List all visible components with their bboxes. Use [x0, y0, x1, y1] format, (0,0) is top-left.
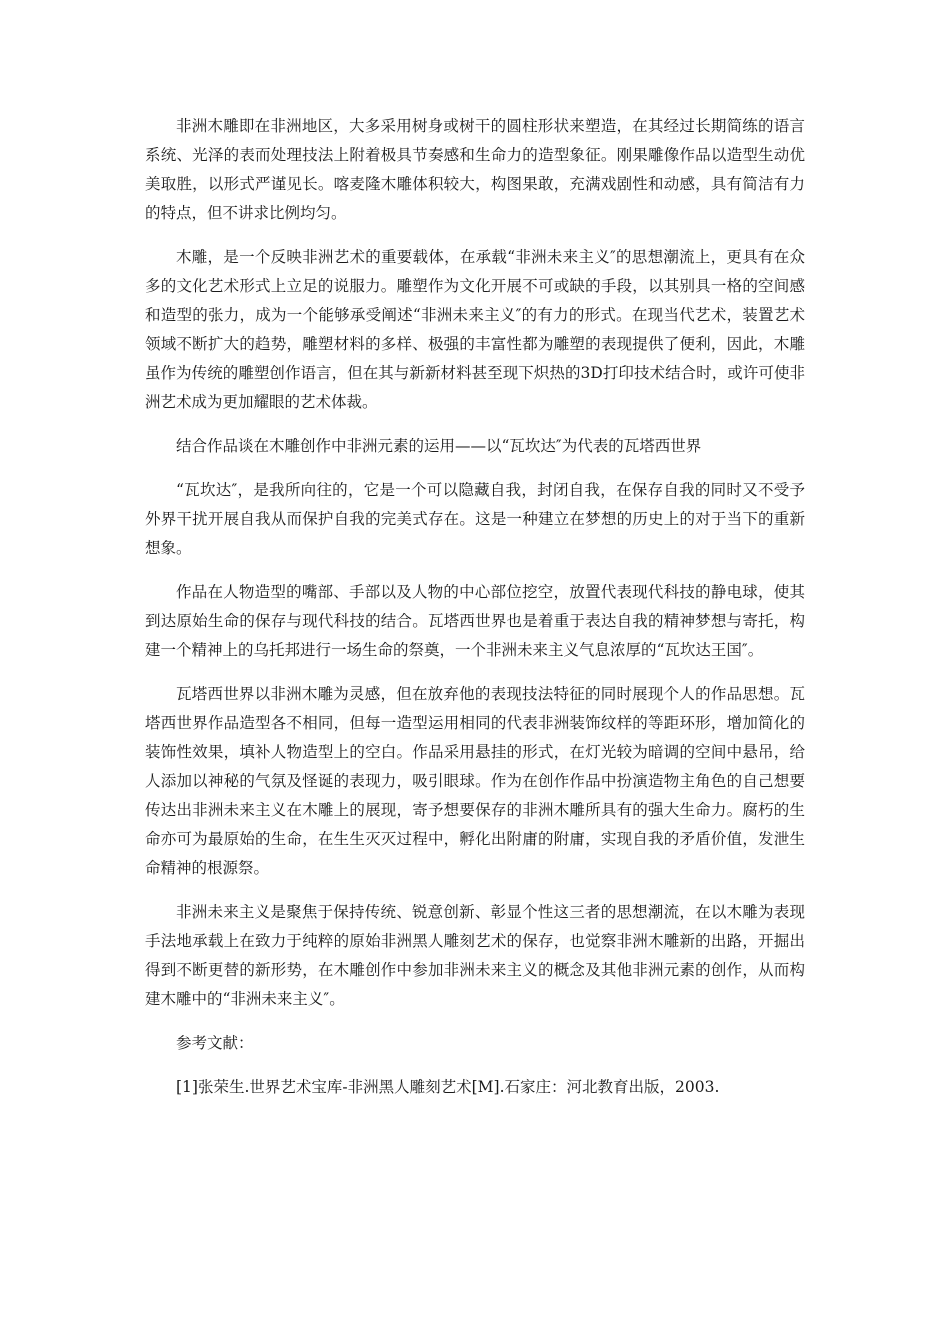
paragraph-african-woodcarving: 非洲木雕即在非洲地区，大多采用树身或树干的圆柱形状来塑造，在其经过长期简练的语言系统、光泽的表而处理技法上附着极具节奏感和生命力的造型象征。刚果雕像作品以造型生动优美取胜，以形式严谨见长。喀麦隆木雕体积较大，构图果敢，充满戏剧性和动感，具有简洁有力的特点，但不讲求比例均匀。: [145, 117, 805, 222]
paragraph-woodcarving-carrier: 木雕，是一个反映非洲艺术的重要载体，在承载“非洲未来主义″的思想潮流上，更具有在众多的文化艺术形式上立足的说服力。雕塑作为文化开展不可或缺的手段，以其别具一格的空间感和造型的张力，成为一个能够承受阐述“非洲未来主义″的有力的形式。在现当代艺术，装置艺术领域不断扩大的趋势，雕塑材料的多样、极强的丰富性都为雕塑的表现提供了便利，因此，木雕虽作为传统的雕塑创作语言，但在其与新新材料甚至现下炽热的3D打印技术结合时，或许可使非洲艺术成为更加耀眼的艺术体裁。: [145, 248, 805, 411]
paragraph-wakanda: “瓦坎达″，是我所向往的，它是一个可以隐藏自我，封闭自我，在保存自我的同时又不受予外界干扰开展自我从而保护自我的完美式存在。这是一种建立在梦想的历史上的对于当下的重新想象。: [145, 481, 805, 557]
section-heading: 结合作品谈在木雕创作中非洲元素的运用——以“瓦坎达″为代表的瓦塔西世界: [176, 437, 702, 455]
references-title: 参考文献：: [176, 1034, 254, 1052]
paragraph-afrofuturism: 非洲未来主义是聚焦于保持传统、锐意创新、彰显个性这三者的思想潮流，在以木雕为表现手法地承载上在致力于纯粹的原始非洲黑人雕刻艺术的保存，也觉察非洲木雕新的出路，开掘出得到不断更替的新形势，在木雕创作中参加非洲未来主义的概念及其他非洲元素的创作，从而构建木雕中的“非洲未来主义″。: [145, 903, 805, 1008]
document-body: [145, 112, 805, 1102]
reference-item: [1]张荣生.世界艺术宝库-非洲黑人雕刻艺术[M].石家庄：河北教育出版，2003.: [176, 1078, 720, 1096]
paragraph-artwork-description: 作品在人物造型的嘴部、手部以及人物的中心部位挖空，放置代表现代科技的静电球，使其到达原始生命的保存与现代科技的结合。瓦塔西世界也是着重于表达自我的精神梦想与寄托，构建一个精神上的乌托邦进行一场生命的祭奠，一个非洲未来主义气息浓厚的“瓦坎达王国″。: [145, 583, 805, 659]
paragraph-watashi-world: 瓦塔西世界以非洲木雕为灵感，但在放弃他的表现技法特征的同时展现个人的作品思想。瓦塔西世界作品造型各不相同，但每一造型运用相同的代表非洲装饰纹样的等距环形，增加简化的装饰性效果，填补人物造型上的空白。作品采用悬挂的形式，在灯光较为暗调的空间中悬吊，给人添加以神秘的气氛及怪诞的表现力，吸引眼球。作为在创作作品中扮演造物主角色的自己想要传达出非洲未来主义在木雕上的展现，寄予想要保存的非洲木雕所具有的强大生命力。腐朽的生命亦可为最原始的生命，在生生灭灭过程中，孵化出附庸的附庸，实现自我的矛盾价值，发泄生命精神的根源祭。: [145, 685, 805, 877]
